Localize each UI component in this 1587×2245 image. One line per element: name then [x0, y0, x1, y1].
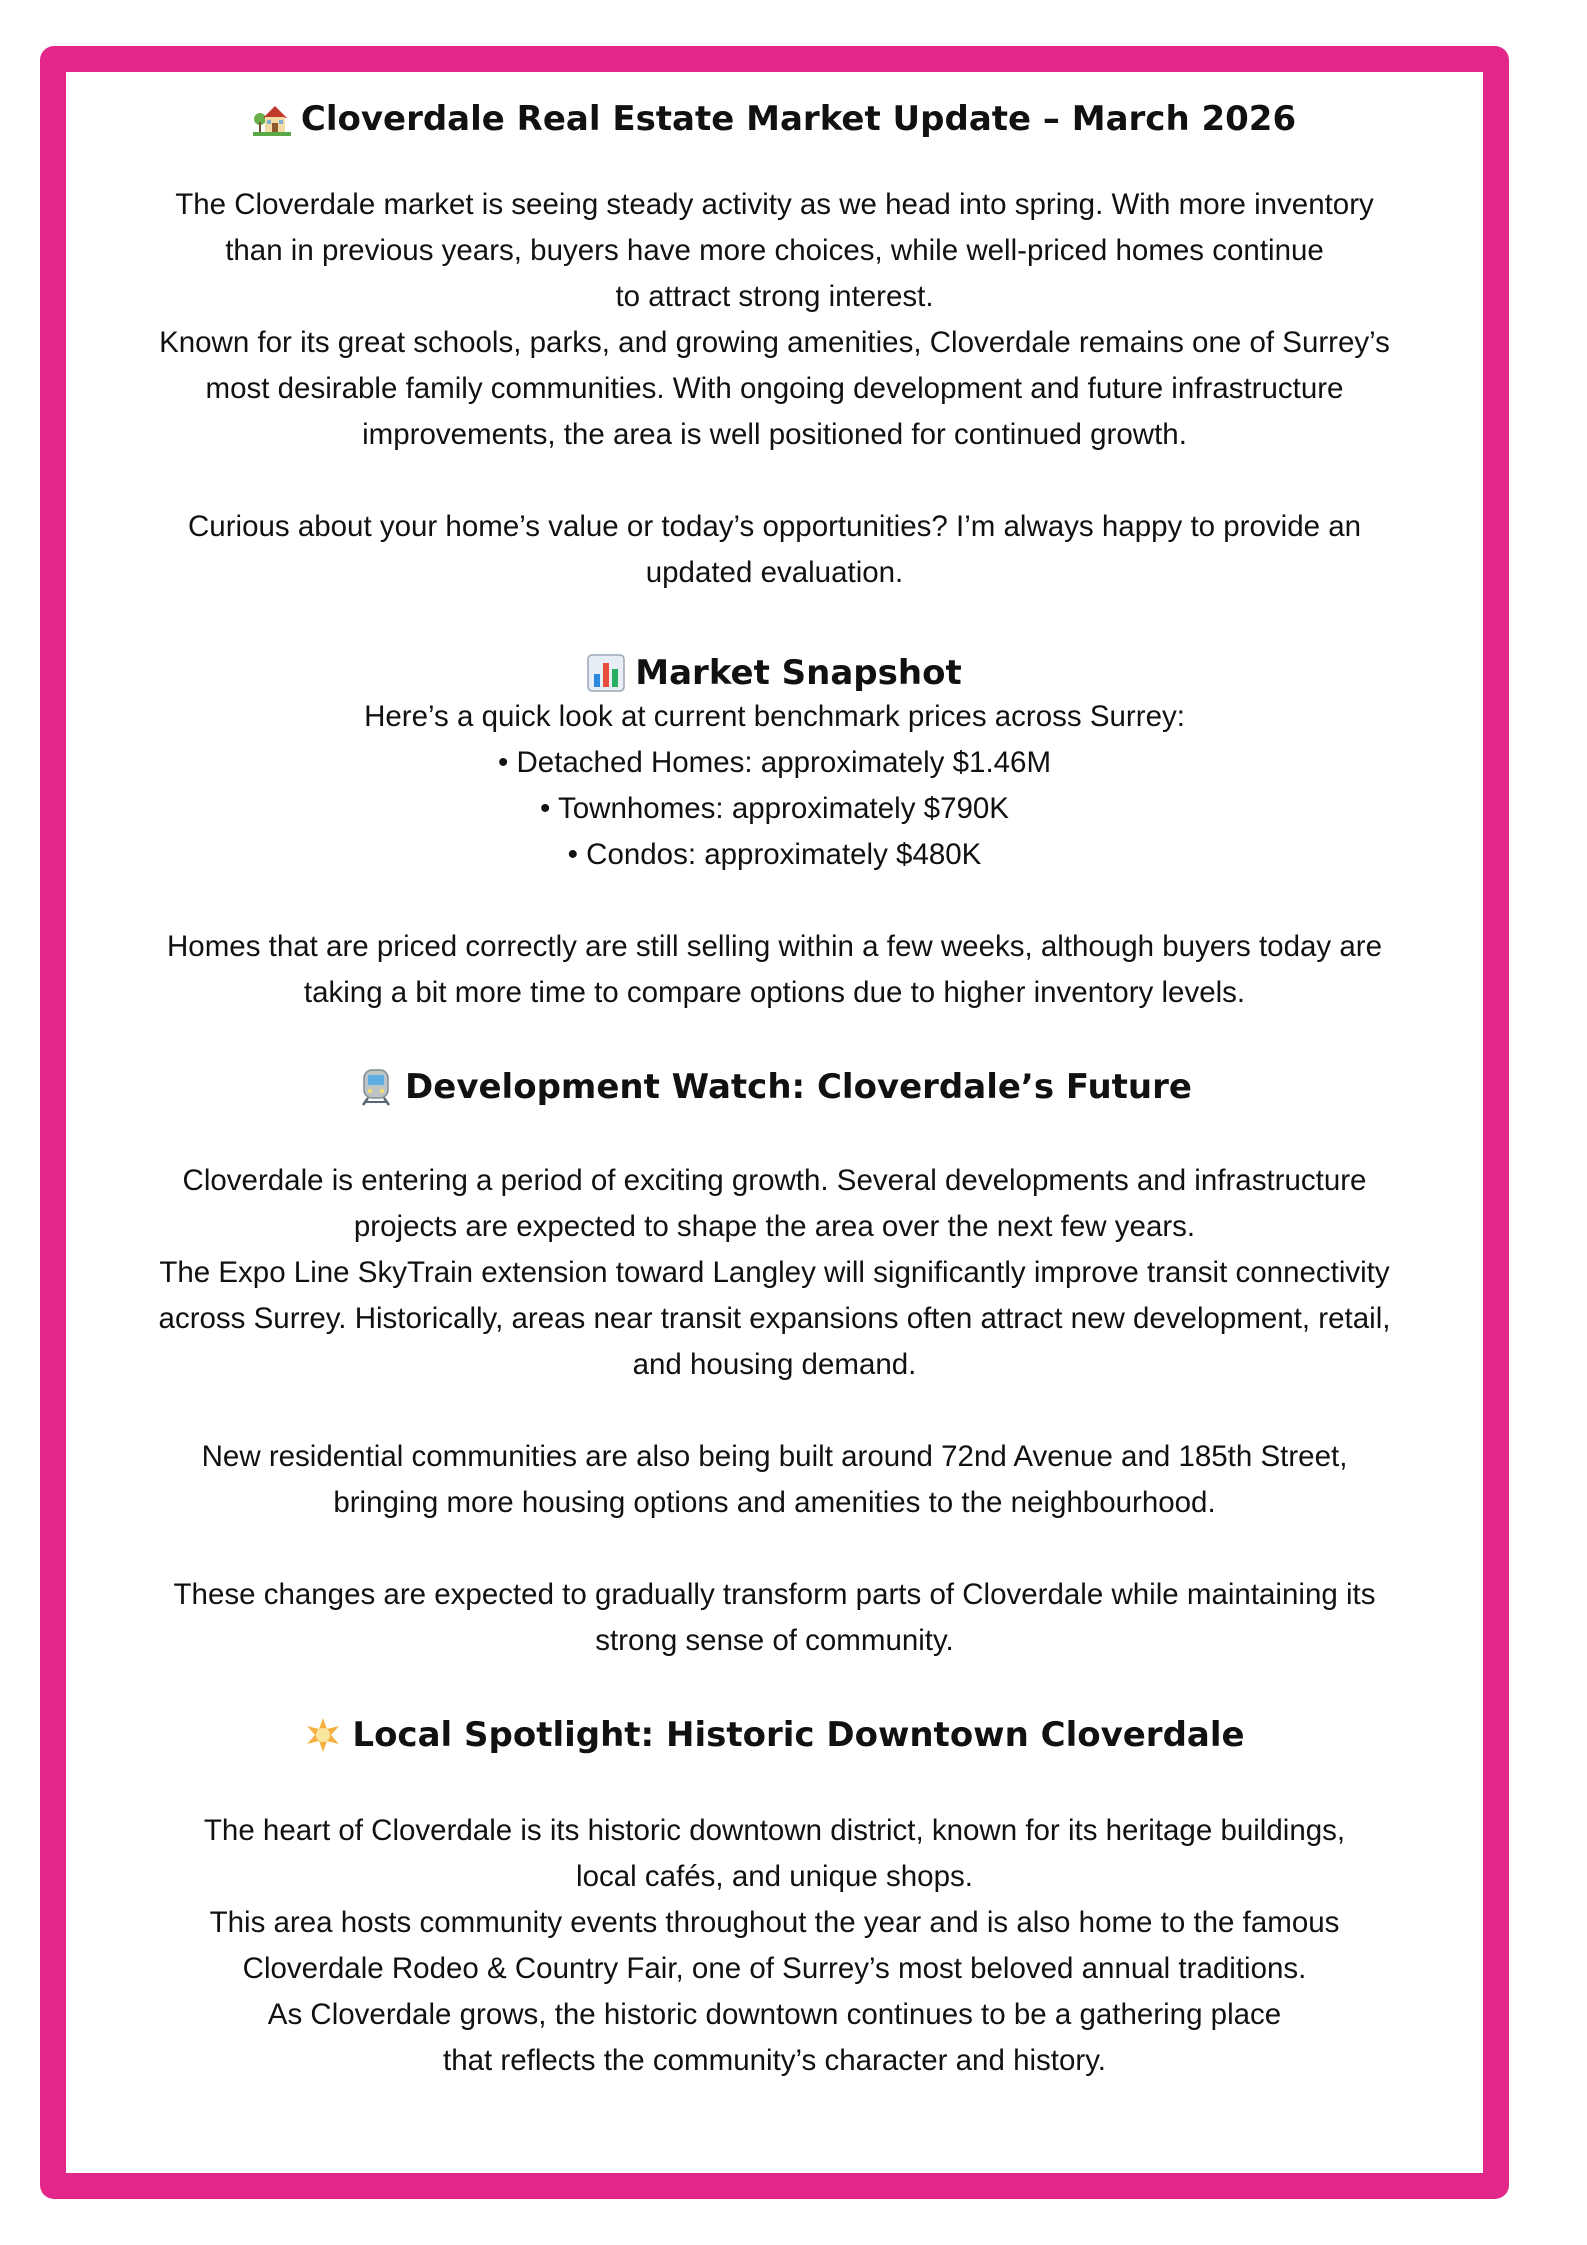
price-item-condos: • Condos: approximately $480K: [567, 838, 982, 871]
newsletter-content: [66, 72, 1483, 2084]
local-spotlight-heading: [66, 1714, 1483, 1756]
market-snapshot-heading-text: Market Snapshot: [635, 653, 962, 693]
spotlight-line: This area hosts community events throughout the year and is also home to the famous: [209, 1906, 1340, 1939]
intro-line: The Cloverdale market is seeing steady activity as we head into spring. With more inventory: [175, 188, 1374, 221]
price-item-townhomes: • Townhomes: approximately $790K: [540, 792, 1009, 825]
development-watch-heading-text: Development Watch: Cloverdale’s Future: [405, 1067, 1192, 1107]
intro-line: Known for its great schools, parks, and growing amenities, Cloverdale remains one of Surrey’s: [159, 326, 1390, 359]
newsletter-title-text: Cloverdale Real Estate Market Update – March 2026: [300, 99, 1297, 139]
development-watch-heading: [66, 1066, 1483, 1108]
development-paragraph-3: [66, 1572, 1483, 1664]
snapshot-list: [66, 694, 1483, 878]
spotlight-line: The heart of Cloverdale is its historic downtown district, known for its heritage buildings,: [203, 1814, 1346, 1847]
intro-line: improvements, the area is well positioned for continued growth.: [362, 418, 1187, 451]
spotlight-line: Cloverdale Rodeo & Country Fair, one of Surrey’s most beloved annual traditions.: [242, 1952, 1307, 1985]
development-paragraph-1: [66, 1158, 1483, 1388]
spotlight-line: local cafés, and unique shops.: [576, 1860, 973, 1893]
star-icon: [304, 1716, 342, 1754]
local-spotlight-paragraph: [66, 1808, 1483, 2084]
curious-line: Curious about your home’s value or today’s opportunities? I’m always happy to provide an: [187, 510, 1362, 543]
development-line: projects are expected to shape the area over the next few years.: [353, 1210, 1196, 1243]
intro-line: than in previous years, buyers have more choices, while well-priced homes continue: [225, 234, 1324, 267]
development-line: strong sense of community.: [595, 1624, 954, 1657]
development-line: and housing demand.: [632, 1348, 917, 1381]
development-line: across Surrey. Historically, areas near transit expansions often attract new development, retail,: [158, 1302, 1391, 1335]
bar-chart-icon: [587, 654, 625, 692]
intro-paragraph: [66, 182, 1483, 458]
spotlight-line: that reflects the community’s character and history.: [443, 2044, 1106, 2077]
development-line: bringing more housing options and amenities to the neighbourhood.: [333, 1486, 1216, 1519]
curious-line: updated evaluation.: [645, 556, 904, 589]
local-spotlight-heading-text: Local Spotlight: Historic Downtown Cloverdale: [352, 1715, 1245, 1755]
spotlight-line: As Cloverdale grows, the historic downtown continues to be a gathering place: [267, 1998, 1282, 2031]
train-icon: [357, 1068, 395, 1106]
intro-line: most desirable family communities. With ongoing development and future infrastructure: [205, 372, 1344, 405]
newsletter-title: [66, 98, 1483, 140]
snapshot-followup-paragraph: [66, 924, 1483, 1016]
snapshot-followup-line: taking a bit more time to compare options due to higher inventory levels.: [303, 976, 1246, 1009]
snapshot-intro-text: Here’s a quick look at current benchmark prices across Surrey:: [364, 700, 1185, 733]
curious-paragraph: [66, 504, 1483, 596]
intro-line: to attract strong interest.: [615, 280, 934, 313]
price-item-detached: • Detached Homes: approximately $1.46M: [497, 746, 1052, 779]
development-paragraph-2: [66, 1434, 1483, 1526]
development-line: New residential communities are also being built around 72nd Avenue and 185th Street,: [201, 1440, 1348, 1473]
development-line: These changes are expected to gradually transform parts of Cloverdale while maintaining its: [173, 1578, 1376, 1611]
development-line: Cloverdale is entering a period of exciting growth. Several developments and infrastructure: [182, 1164, 1367, 1197]
snapshot-followup-line: Homes that are priced correctly are still selling within a few weeks, although buyers today are: [167, 930, 1382, 963]
market-snapshot-heading: [66, 652, 1483, 694]
house-with-garden-icon: [253, 100, 291, 138]
development-line: The Expo Line SkyTrain extension toward Langley will significantly improve transit connectivity: [159, 1256, 1390, 1289]
